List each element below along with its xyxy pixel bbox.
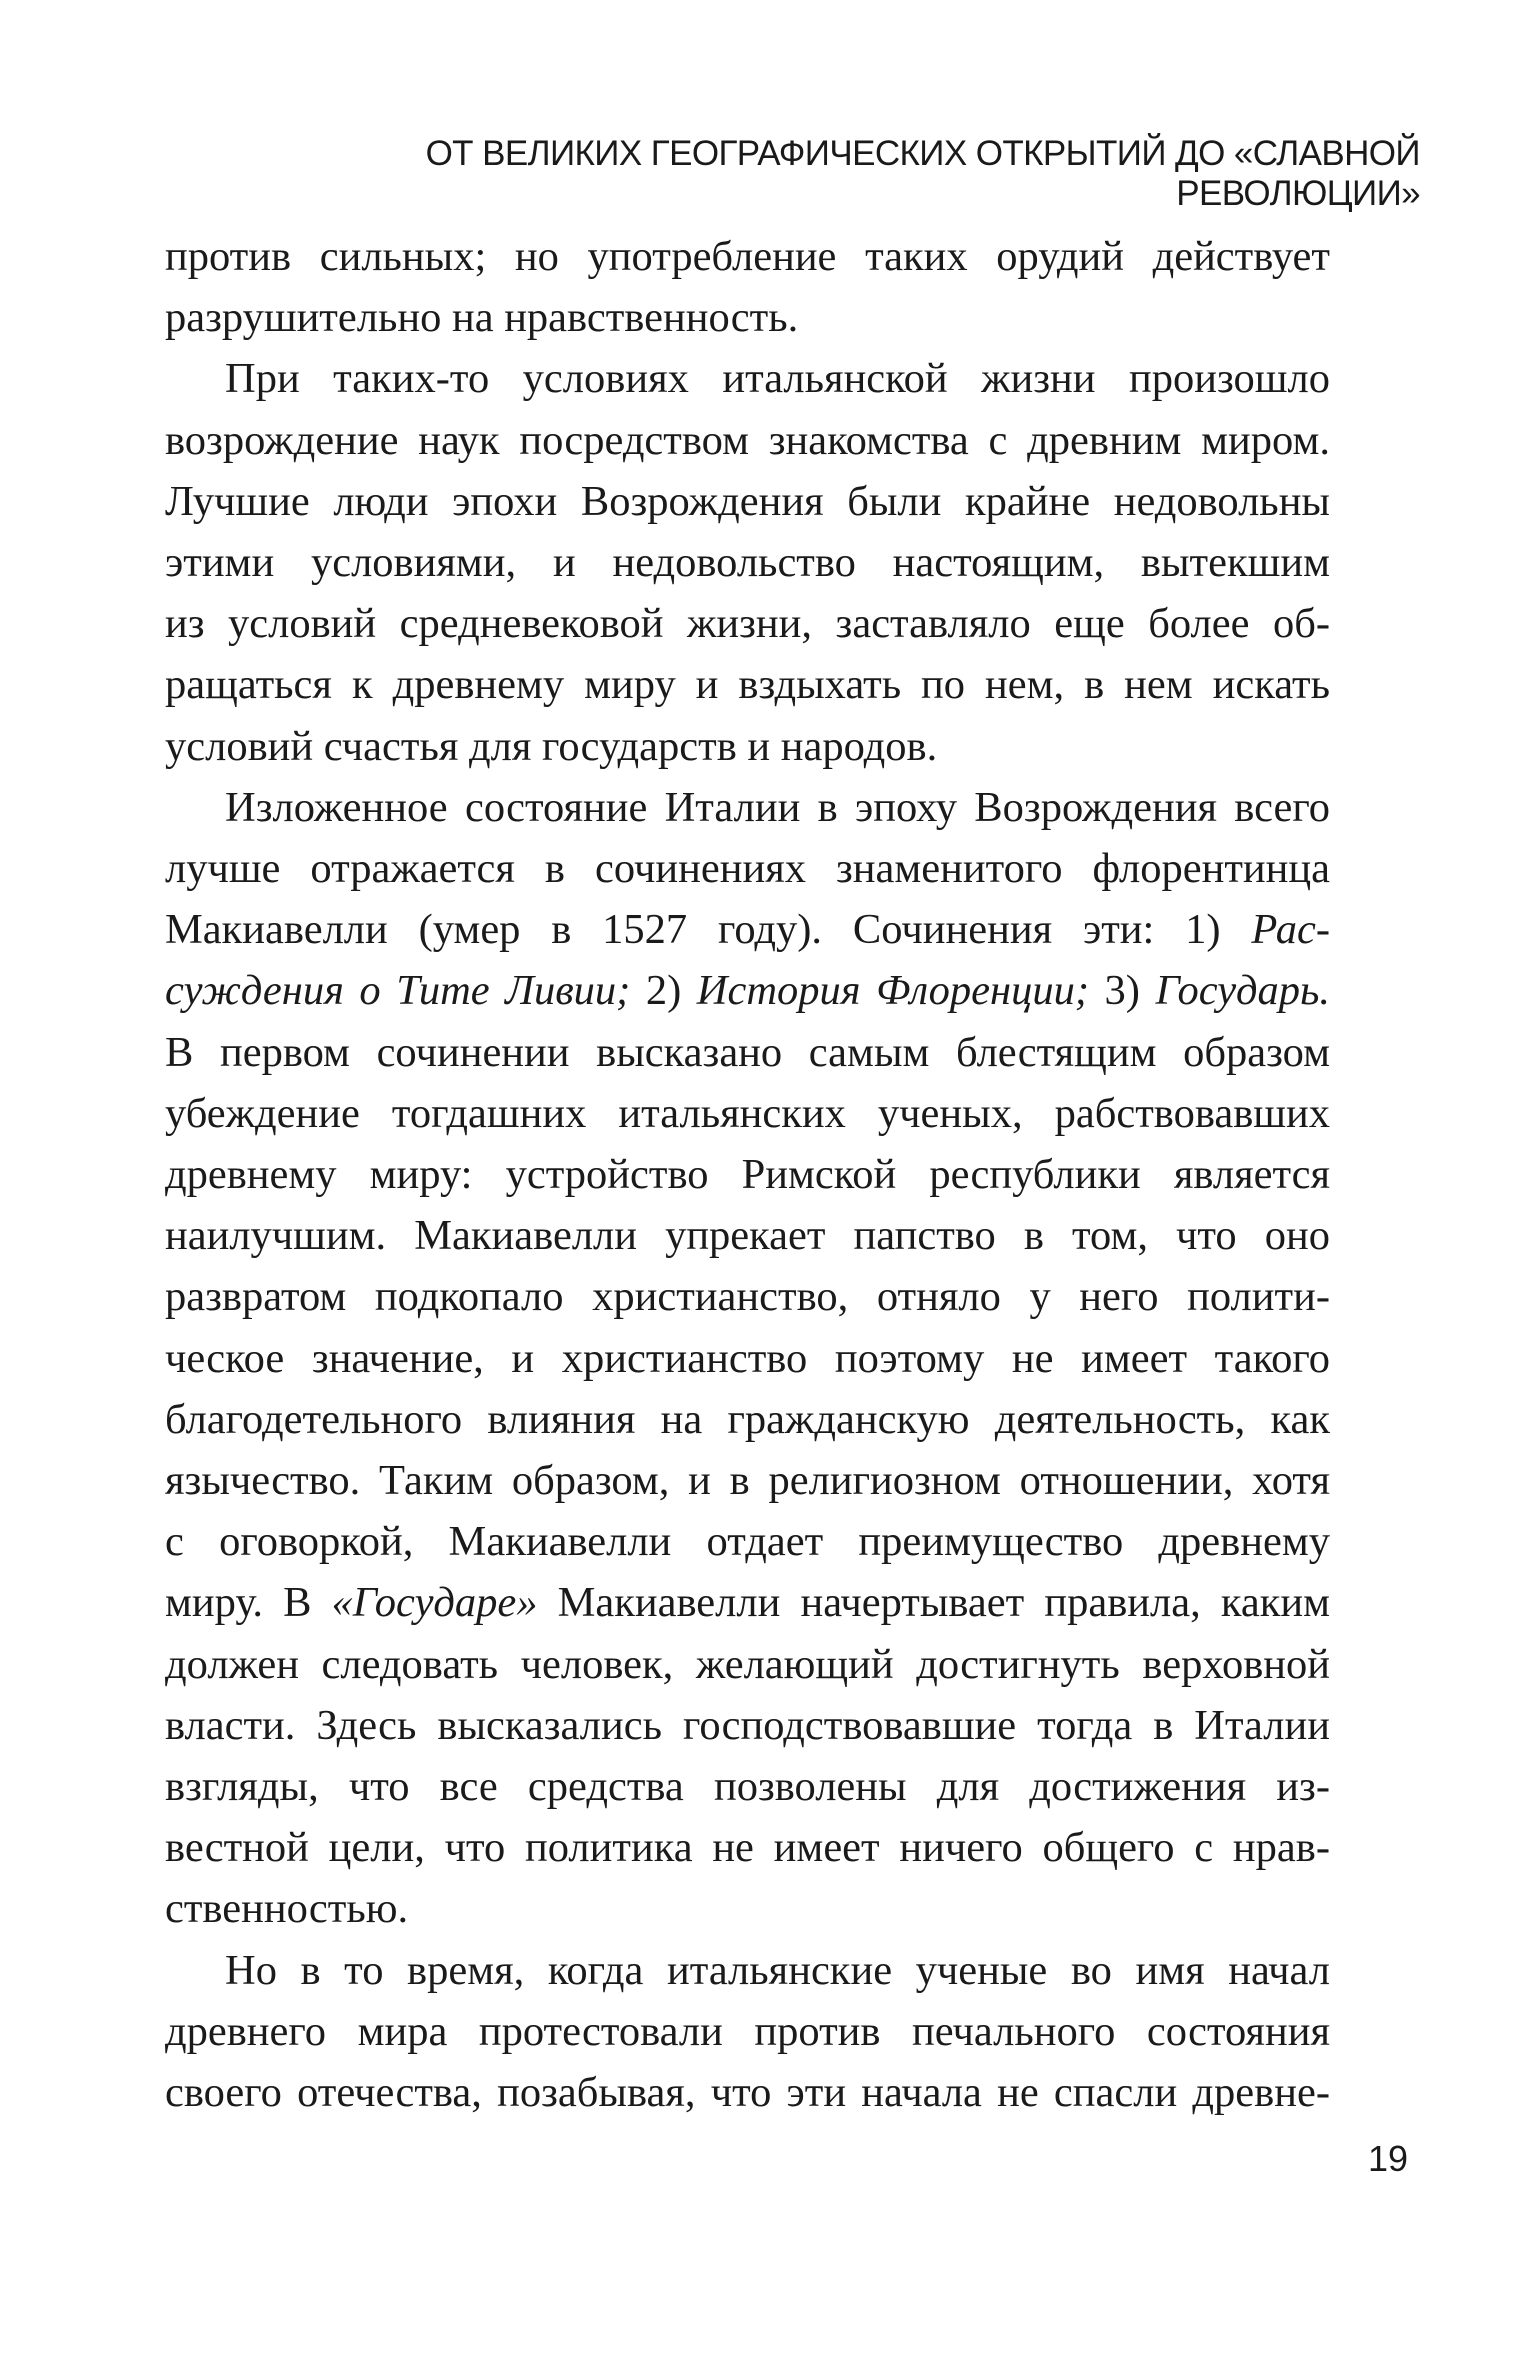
italic-title: суждения о Тите Ливии; [165, 967, 631, 1015]
line: Но в то время, когда итальянские ученые во имя начал [225, 1946, 1330, 1994]
line: с оговоркой, Макиавелли отдает преимущество древнему [165, 1518, 1330, 1566]
text-span: Макиавелли начертывает правила, каким [537, 1579, 1330, 1627]
line: должен следовать человек, желающий достигнуть верховной [165, 1640, 1330, 1688]
italic-title: Рас- [1251, 906, 1330, 954]
line: возрождение наук посредством знакомства с древним миром. [165, 416, 1330, 464]
line: Лучшие люди эпохи Возрождения были крайне недовольны [165, 477, 1330, 525]
text-span: 3) [1089, 967, 1156, 1015]
italic-title: Государь. [1155, 967, 1331, 1015]
text-span: Макиавелли (умер в 1527 году). Сочинения эти: 1) [165, 906, 1252, 954]
line: против сильных; но употребление таких орудий действует [165, 233, 1330, 280]
line: вестной цели, что политика не имеет ничего общего с нрав- [165, 1824, 1330, 1872]
line: из условий средневековой жизни, заставляло еще более об- [165, 600, 1330, 648]
line: разрушительно на нравственность. [165, 294, 799, 342]
line: лучше отражается в сочинениях знаменитого флорентинца [165, 845, 1330, 893]
line [165, 899, 1330, 960]
line: древнему миру: устройство Римской республики является [165, 1151, 1330, 1199]
text-span: миру. В [165, 1579, 332, 1627]
line: Изложенное состояние Италии в эпоху Возрождения всего [225, 783, 1330, 831]
body-text [165, 226, 1330, 2123]
line: власти. Здесь высказались господствовавшие тогда в Италии [165, 1701, 1330, 1749]
line: язычество. Таким образом, и в религиозном отношении, хотя [165, 1457, 1330, 1505]
line: В первом сочинении высказано самым блестящим образом [165, 1028, 1330, 1076]
line: благодетельного влияния на гражданскую деятельность, как [165, 1395, 1330, 1443]
line: взгляды, что все средства позволены для достижения из- [165, 1763, 1330, 1811]
line: При таких-то условиях итальянской жизни произошло [225, 355, 1330, 403]
line [165, 960, 1330, 1021]
line: условий счастья для государств и народов. [165, 722, 938, 770]
italic-title: История Флоренции; [696, 967, 1090, 1015]
line: своего отечества, позабывая, что эти начала не спасли древне- [165, 2069, 1330, 2117]
line: древнего мира протестовали против печального состояния [165, 2007, 1330, 2055]
running-head: ОТ ВЕЛИКИХ ГЕОГРАФИЧЕСКИХ ОТКРЫТИЙ ДО «СЛАВНОЙ РЕВОЛЮЦИИ» [425, 134, 1420, 213]
line: наилучшим. Макиавелли упрекает папство в том, что оно [165, 1212, 1330, 1260]
line: убеждение тогдашних итальянских ученых, рабствовавших [165, 1089, 1330, 1137]
line: развратом подкопало христианство, отняло у него полити- [165, 1273, 1330, 1321]
line [165, 1572, 1330, 1633]
text-span: 2) [630, 967, 697, 1015]
line: ческое значение, и христианство поэтому не имеет такого [165, 1334, 1330, 1382]
page-number: 19 [1367, 2138, 1408, 2179]
line: этими условиями, и недовольство настоящим, вытекшим [165, 539, 1330, 587]
line: ственностью. [165, 1885, 409, 1933]
italic-title: «Государе» [331, 1579, 538, 1627]
line: ращаться к древнему миру и вздыхать по нем, в нем искать [165, 661, 1330, 709]
